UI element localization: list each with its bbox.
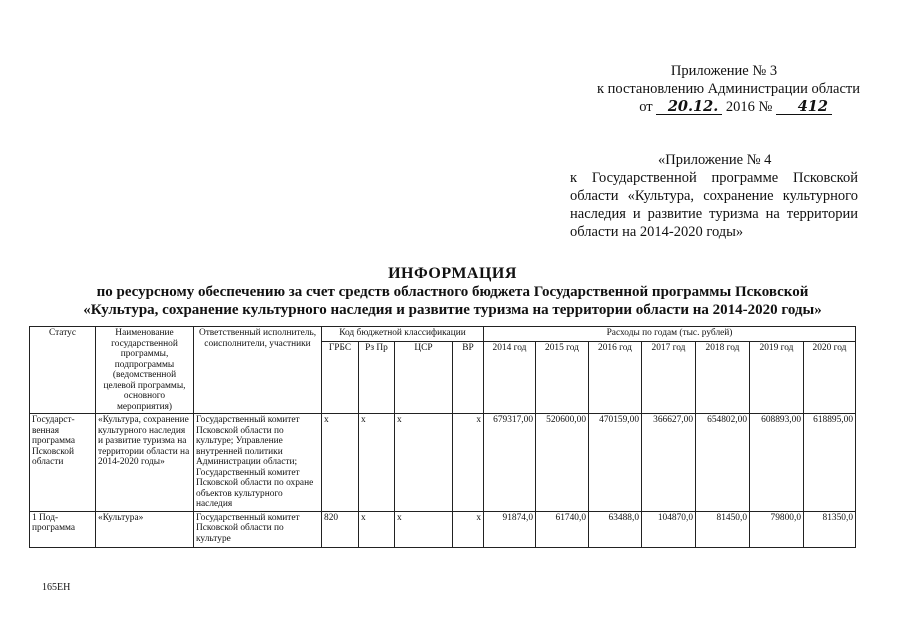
- table-header-row: [30, 327, 856, 342]
- row-2019: 608893,00: [750, 414, 804, 512]
- handwritten-date: 20.12.: [656, 99, 722, 115]
- row-2017: 366627,00: [642, 414, 696, 512]
- header-csr: ЦСР: [395, 341, 453, 413]
- resource-table: [29, 326, 856, 548]
- document-heading: [30, 265, 875, 319]
- header-2017: 2017 год: [642, 341, 696, 413]
- appendix-4-block: [570, 151, 858, 241]
- row-vr: х: [453, 511, 484, 547]
- header-2016: 2016 год: [589, 341, 642, 413]
- row-rzpr: х: [359, 511, 395, 547]
- row-executor: Государственный комитет Псковской области по культуре: [194, 511, 322, 547]
- header-2018: 2018 год: [696, 341, 750, 413]
- header-2020: 2020 год: [804, 341, 856, 413]
- row-name: «Культура»: [96, 511, 194, 547]
- header-grbs: ГРБС: [322, 341, 359, 413]
- row-2014: 91874,0: [484, 511, 536, 547]
- from-label: от: [639, 99, 653, 115]
- row-csr: х: [395, 414, 453, 512]
- appendix-3-date-line: [560, 98, 860, 116]
- row-2017: 104870,0: [642, 511, 696, 547]
- row-2015: 61740,0: [536, 511, 589, 547]
- row-2020: 618895,00: [804, 414, 856, 512]
- row-2018: 654802,00: [696, 414, 750, 512]
- handwritten-number: 412: [776, 99, 832, 115]
- document-title: ИНФОРМАЦИЯ: [388, 265, 517, 282]
- header-name: Наименование государственной программы, подпрограммы (ведомственной целевой программы, основного мероприятия): [96, 327, 194, 414]
- row-vr: х: [453, 414, 484, 512]
- row-name: «Культура, сохранение культурного наследия и развитие туризма на территории области на 2014-2020 годы»: [96, 414, 194, 512]
- table-row: [30, 414, 856, 512]
- row-rzpr: х: [359, 414, 395, 512]
- row-2015: 520600,00: [536, 414, 589, 512]
- header-2019: 2019 год: [750, 341, 804, 413]
- row-2018: 81450,0: [696, 511, 750, 547]
- appendix-3-block: [560, 62, 860, 116]
- row-csr: х: [395, 511, 453, 547]
- header-2015: 2015 год: [536, 341, 589, 413]
- appendix-3-resolution: к постановлению Администрации области: [596, 81, 860, 97]
- row-2016: 470159,00: [589, 414, 642, 512]
- row-2020: 81350,0: [804, 511, 856, 547]
- appendix-4-title: «Приложение № 4: [658, 152, 772, 168]
- row-2016: 63488,0: [589, 511, 642, 547]
- row-status: 1 Под-программа: [30, 511, 96, 547]
- header-vr: ВР: [453, 341, 484, 413]
- header-status: Статус: [30, 327, 96, 414]
- header-rzpr: Рз Пр: [359, 341, 395, 413]
- row-grbs: х: [322, 414, 359, 512]
- row-2014: 679317,00: [484, 414, 536, 512]
- document-subtitle-2: «Культура, сохранение культурного наследия и развитие туризма на территории области на 2014-2020 годы»: [83, 302, 822, 318]
- row-executor: Государственный комитет Псковской области по культуре; Управление внутренней политики Администрации области; Государственный комитет Псковской области по охране объектов культурного наследия: [194, 414, 322, 512]
- header-expenses-group: Расходы по годам (тыс. рублей): [484, 327, 856, 342]
- appendix-3-title: Приложение № 3: [670, 63, 778, 79]
- footer-code: 165ЕН: [42, 582, 71, 593]
- appendix-4-body: к Государственной программе Псковской области «Культура, сохранение культурного наследия и развитие туризма на территории области на 2014-2020 годы»: [570, 170, 858, 240]
- year-label: 2016 №: [725, 99, 773, 115]
- header-code-group: Код бюджетной классификации: [322, 327, 484, 342]
- header-2014: 2014 год: [484, 341, 536, 413]
- row-grbs: 820: [322, 511, 359, 547]
- document-subtitle-1: по ресурсному обеспечению за счет средств областного бюджета Государственной программы Псковской: [96, 284, 809, 300]
- row-status: Государст-венная программа Псковской области: [30, 414, 96, 512]
- table-row: [30, 511, 856, 547]
- header-executor: Ответственный исполнитель, соисполнители, участники: [194, 327, 322, 414]
- row-2019: 79800,0: [750, 511, 804, 547]
